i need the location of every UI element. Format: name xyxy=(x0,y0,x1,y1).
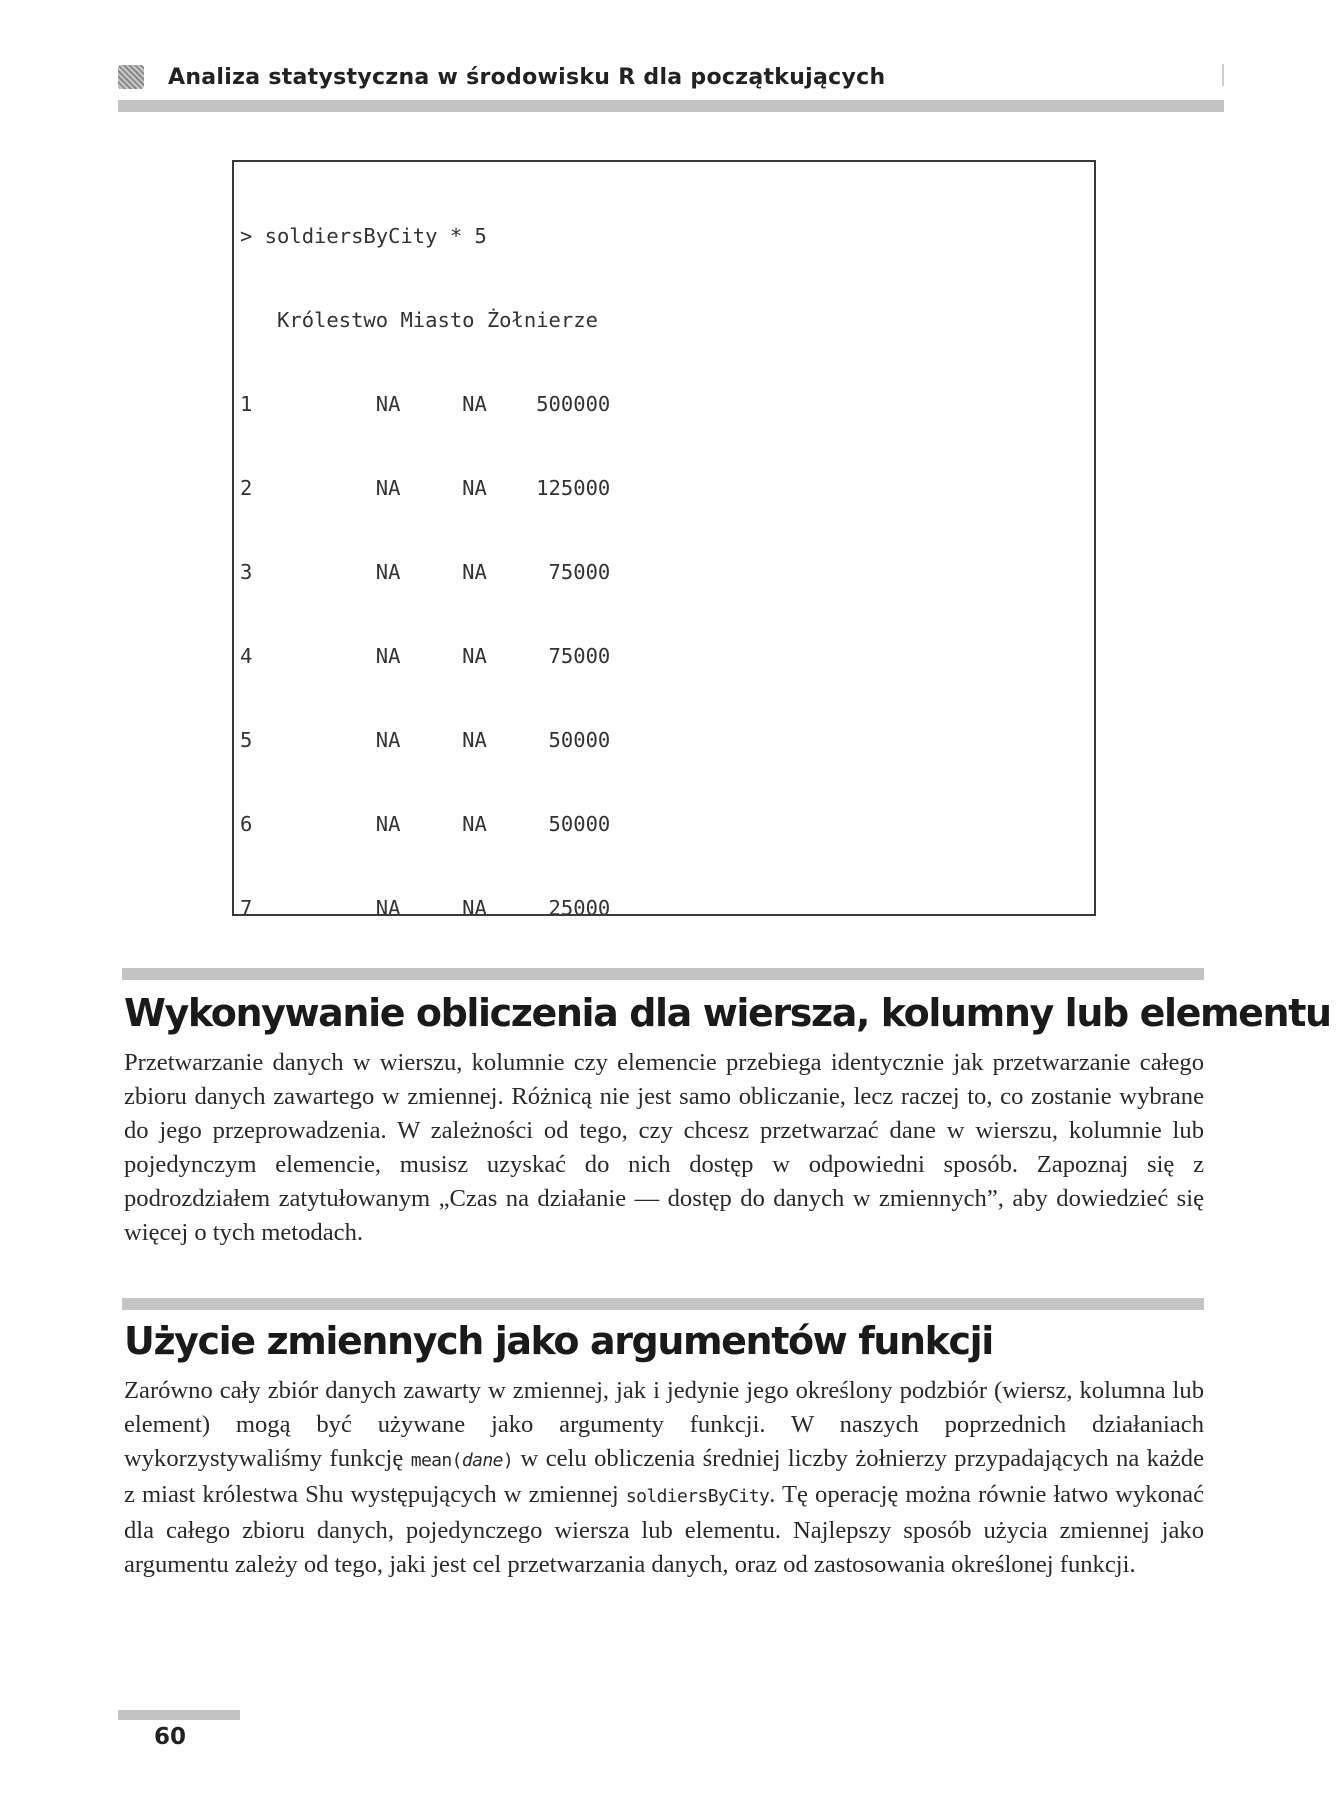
console-line: 6 NA NA 50000 xyxy=(240,812,611,836)
header-divider xyxy=(1222,64,1224,86)
section-paragraph xyxy=(124,1374,1204,1582)
console-line: Królestwo Miasto Żołnierze xyxy=(240,308,598,332)
page-number: 60 xyxy=(154,1724,187,1750)
console-line: 2 NA NA 125000 xyxy=(240,476,611,500)
book-logo-icon xyxy=(118,65,144,89)
console-line: 4 NA NA 75000 xyxy=(240,644,611,668)
console-line: 3 NA NA 75000 xyxy=(240,560,611,584)
paragraph-text: w celu obliczenia średniej liczby żołnierzy przypadających na każde z miast królestwa Shu występujących w zmiennej xyxy=(124,1445,1205,1508)
r-console-output xyxy=(232,160,1096,916)
code-argument: dane xyxy=(461,1450,503,1471)
section-heading: Użycie zmiennych jako argumentów funkcji xyxy=(124,1319,993,1363)
paragraph-text: Zarówno cały zbiór danych zawarty w zmiennej, jak i jedynie jego określony podzbiór (wiersz, kolumna lub element) mogą być używane jako argumenty funkcji. W naszych poprzednich działaniach wykorzystywaliśmy funkcję xyxy=(124,1377,1204,1472)
console-line: > soldiersByCity * 5 xyxy=(240,224,487,248)
section-rule xyxy=(122,1298,1204,1310)
running-header-title: Analiza statystyczna w środowisku R dla początkujących xyxy=(168,64,886,90)
inline-code-mean xyxy=(411,1450,513,1471)
code-paren: ) xyxy=(502,1450,514,1471)
console-line: 5 NA NA 50000 xyxy=(240,728,611,752)
footer-rule xyxy=(118,1710,240,1720)
inline-code-variable: soldiersByCity xyxy=(625,1486,770,1507)
section-heading: Wykonywanie obliczenia dla wiersza, kolumny lub elementu xyxy=(124,991,1331,1035)
running-header xyxy=(118,62,1224,92)
console-line: 1 NA NA 500000 xyxy=(240,392,611,416)
console-line: 7 NA NA 25000 xyxy=(240,896,611,916)
code-function-name: mean( xyxy=(410,1450,462,1471)
section-rule xyxy=(122,968,1204,980)
header-rule xyxy=(118,100,1224,112)
section-paragraph: Przetwarzanie danych w wierszu, kolumnie czy elemencie przebiega identycznie jak przetwarzanie całego zbioru danych zawartego w zmiennej. Różnicą nie jest samo obliczanie, lecz raczej to, co zostanie wybrane do jego przeprowadzenia. W zależności od tego, czy chcesz przetwarzać dane w wierszu, kolumnie lub pojedynczym elemencie, musisz uzyskać do nich dostęp w odpowiedni sposób. Zapoznaj się z podrozdziałem zatytułowanym „Czas na działanie — dostęp do danych w zmiennych”, aby dowiedzieć się więcej o tych metodach. xyxy=(124,1049,1204,1246)
paragraph-text: . Tę operację można równie łatwo wykonać dla całego zbioru danych, pojedynczego wiersza lub elementu. Najlepszy sposób użycia zmiennej jako argumentu zależy od tego, jaki jest cel przetwarzania danych, oraz od zastosowania określonej funkcji. xyxy=(124,1481,1204,1578)
